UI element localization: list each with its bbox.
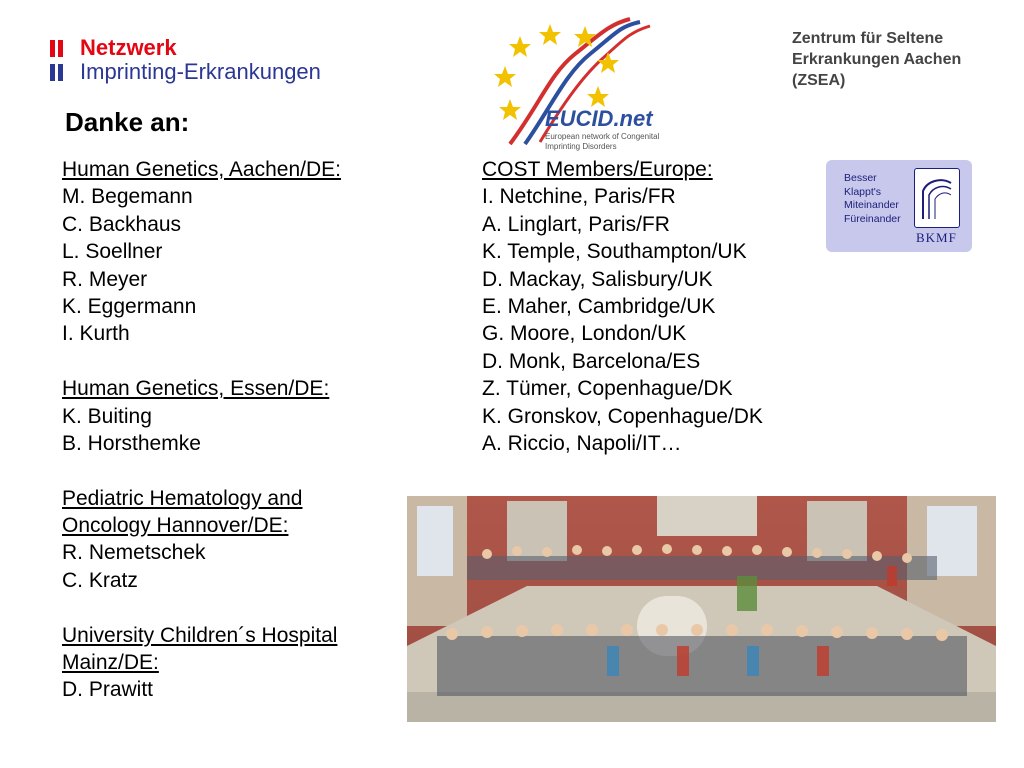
list-item: G. Moore, London/UK xyxy=(482,322,687,346)
list-item: R. Nemetschek xyxy=(62,541,206,565)
zsea-line1: Zentrum für Seltene xyxy=(792,30,944,47)
zsea-line2: Erkrankungen Aachen xyxy=(792,51,962,68)
list-item: COST Members/Europe: xyxy=(482,158,713,181)
bkmf-logo xyxy=(826,160,972,252)
list-item: A. Riccio, Napoli/IT… xyxy=(482,431,682,455)
bkmf-line: Füreinander xyxy=(844,212,901,225)
list-item: B. Horsthemke xyxy=(62,431,201,455)
zsea-line3: (ZSEA) xyxy=(792,72,846,89)
list-item: K. Temple, Southampton/UK xyxy=(482,240,747,264)
spacer xyxy=(62,348,341,375)
group-photo xyxy=(407,496,996,722)
list-item: K. Buiting xyxy=(62,404,152,428)
list-item: Oncology Hannover/DE: xyxy=(62,514,289,538)
eucid-logo xyxy=(490,14,705,149)
list-item: I. Kurth xyxy=(62,322,130,346)
list-item: Z. Tümer, Copenhague/DK xyxy=(482,377,733,401)
eucid-name: EUCID.net xyxy=(545,106,653,131)
list-item: Mainz/DE: xyxy=(62,651,159,675)
network-title-line2: Imprinting-Erkrankungen xyxy=(80,59,321,84)
flag-bars-icon xyxy=(50,40,66,57)
bkmf-line: Besser xyxy=(844,172,877,184)
flag-bars-icon xyxy=(50,64,66,81)
spacer xyxy=(62,457,341,484)
bkmf-line: Miteinander xyxy=(844,199,899,211)
list-item: M. Begemann xyxy=(62,185,193,209)
slide-title: Danke an: xyxy=(65,107,190,137)
list-item: D. Monk, Barcelona/ES xyxy=(482,349,701,373)
spacer xyxy=(62,594,341,621)
list-item: K. Gronskov, Copenhague/DK xyxy=(482,404,763,428)
list-item: E. Maher, Cambridge/UK xyxy=(482,294,716,318)
list-item: R. Meyer xyxy=(62,267,148,291)
zsea-label xyxy=(792,28,961,91)
list-item: University Children´s Hospital xyxy=(62,623,338,647)
network-header-row-1 xyxy=(50,36,321,60)
list-item: Pediatric Hematology and xyxy=(62,486,303,510)
group-photo-illustration xyxy=(407,496,996,722)
list-item: D. Prawitt xyxy=(62,678,154,702)
middle-column xyxy=(482,156,763,457)
list-item: K. Eggermann xyxy=(62,294,197,318)
list-item: Human Genetics, Essen/DE: xyxy=(62,377,330,401)
list-item: A. Linglart, Paris/FR xyxy=(482,212,670,236)
eucid-subtitle: European network of Congenital Imprinting Disorders xyxy=(545,132,660,151)
bkmf-line: Klappt's xyxy=(844,185,882,198)
bkmf-text xyxy=(844,172,901,226)
network-title-line1: Netzwerk xyxy=(80,35,177,60)
list-item: D. Mackay, Salisbury/UK xyxy=(482,267,713,291)
list-item: I. Netchine, Paris/FR xyxy=(482,185,676,209)
network-header xyxy=(50,36,321,84)
list-item: L. Soellner xyxy=(62,240,163,264)
list-item: C. Backhaus xyxy=(62,212,182,236)
bkmf-emblem-icon xyxy=(914,168,960,228)
list-item: C. Kratz xyxy=(62,568,138,592)
list-item: Human Genetics, Aachen/DE: xyxy=(62,158,341,181)
network-header-row-2 xyxy=(50,60,321,84)
bkmf-abbreviation: BKMF xyxy=(916,230,957,245)
left-column xyxy=(62,156,341,704)
